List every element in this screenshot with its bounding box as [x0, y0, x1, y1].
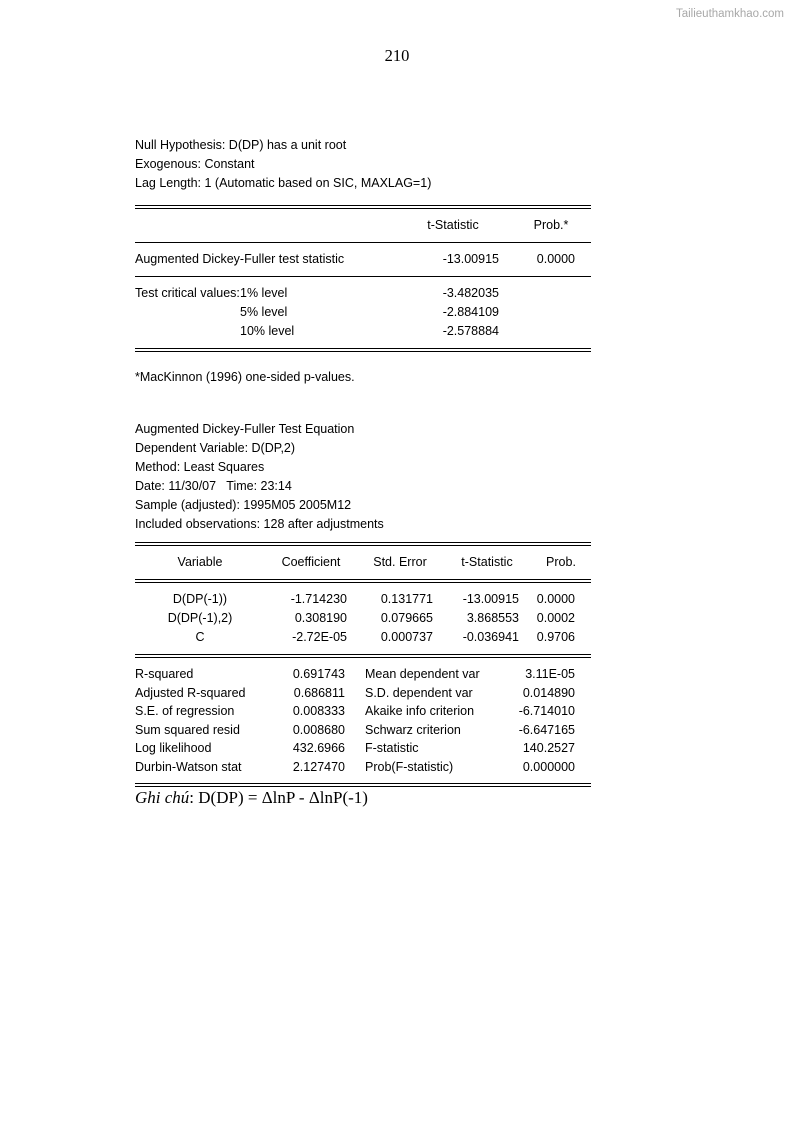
critical-value-row [135, 322, 591, 341]
adf-statistic-label: Augmented Dickey-Fuller test statistic [135, 252, 345, 266]
summary-row [135, 684, 591, 703]
note-label: Ghi chú [135, 788, 190, 807]
critical-value: -3.482035 [442, 286, 499, 300]
variable-cell: D(DP(-1),2) [167, 611, 233, 625]
stat-label: Durbin-Watson stat [135, 759, 242, 774]
table-rule-double [135, 783, 591, 787]
coefficient-row [135, 590, 591, 609]
stat-value: 0.686811 [293, 685, 345, 700]
variable-cell: C [195, 630, 205, 644]
coefficient-header: Coefficient [281, 555, 341, 569]
critical-level-label: 5% level [240, 305, 288, 319]
regression-table [135, 542, 591, 787]
stat-value: 0.008333 [292, 704, 345, 718]
critical-level-label: 1% level [240, 286, 288, 300]
observations-line: Included observations: 128 after adjustments [135, 517, 384, 531]
coefficient-cell: -2.72E-05 [292, 630, 347, 644]
prob-cell: 0.0000 [536, 592, 575, 606]
summary-statistics [135, 658, 591, 783]
adf-t-statistic-value: -13.00915 [442, 252, 499, 266]
unit-root-header [135, 136, 591, 193]
coefficient-cell: -1.714230 [290, 592, 347, 606]
prob-header: Prob.* [533, 218, 569, 232]
t-statistic-header: t-Statistic [427, 218, 479, 232]
unit-root-table [135, 205, 591, 352]
null-hypothesis-line: Null Hypothesis: D(DP) has a unit root [135, 138, 347, 152]
prob-cell: 0.0002 [536, 611, 575, 625]
stat-label: S.E. of regression [135, 704, 235, 718]
adf-statistic-row [135, 243, 591, 276]
variable-cell: D(DP(-1)) [172, 592, 228, 606]
regression-header [135, 420, 591, 534]
stat-value: -6.647165 [518, 722, 575, 737]
stat-value: 0.014890 [522, 685, 575, 700]
critical-value-row [135, 284, 591, 303]
stat-label: S.D. dependent var [365, 685, 473, 700]
exogenous-line: Exogenous: Constant [135, 157, 255, 171]
summary-row [135, 665, 591, 684]
stat-value: 0.008680 [292, 722, 345, 737]
date-time-line: Date: 11/30/07 Time: 23:14 [135, 479, 292, 493]
stat-label: R-squared [135, 667, 194, 681]
dependent-variable-line: Dependent Variable: D(DP,2) [135, 441, 296, 455]
stat-label: Sum squared resid [135, 722, 240, 737]
stat-label: Mean dependent var [365, 667, 480, 681]
t-statistic-cell: -13.00915 [462, 592, 519, 606]
coefficient-row [135, 609, 591, 628]
empty-header-cell [135, 216, 395, 235]
t-statistic-cell: 3.868553 [466, 611, 519, 625]
stat-value: 0.000000 [522, 759, 575, 774]
stat-value: 3.11E-05 [525, 667, 575, 681]
test-equation-line: Augmented Dickey-Fuller Test Equation [135, 422, 355, 436]
stat-value: 0.691743 [292, 667, 345, 681]
footnote-equation [135, 788, 368, 808]
summary-row [135, 758, 591, 777]
coefficient-cell: 0.308190 [294, 611, 347, 625]
coefficient-row [135, 628, 591, 647]
critical-value-row [135, 303, 591, 322]
watermark: Tailieuthamkhao.com [675, 8, 784, 20]
critical-level-label: 10% level [240, 324, 295, 338]
std-error-header: Std. Error [373, 555, 427, 569]
t-statistic-header: t-Statistic [461, 555, 513, 569]
stat-label: Adjusted R-squared [135, 685, 246, 700]
page-content [135, 136, 591, 787]
stat-value: 432.6966 [292, 741, 345, 755]
summary-row [135, 702, 591, 721]
adf-prob-value: 0.0000 [536, 252, 575, 266]
variable-header: Variable [177, 555, 223, 569]
mackinnon-footnote: *MacKinnon (1996) one-sided p-values. [135, 370, 355, 384]
lag-length-line: Lag Length: 1 (Automatic based on SIC, MAXLAG=1) [135, 176, 432, 190]
stat-value: 140.2527 [522, 741, 575, 755]
stat-label: Akaike info criterion [365, 704, 475, 718]
critical-value: -2.884109 [442, 305, 499, 319]
std-error-cell: 0.079665 [380, 611, 433, 625]
prob-header: Prob. [546, 555, 576, 569]
method-line: Method: Least Squares [135, 460, 265, 474]
table-rule-double [135, 348, 591, 352]
page-number: 210 [384, 46, 410, 65]
stat-value: -6.714010 [518, 704, 575, 718]
table-header-row [135, 209, 591, 242]
stat-label: Log likelihood [135, 741, 212, 755]
critical-value: -2.578884 [442, 324, 499, 338]
prob-cell: 0.9706 [536, 630, 575, 644]
critical-values-label: Test critical values: [135, 286, 240, 300]
sample-line: Sample (adjusted): 1995M05 2005M12 [135, 498, 352, 512]
stat-label: Prob(F-statistic) [365, 759, 454, 774]
stat-label: F-statistic [365, 741, 419, 755]
critical-values-block [135, 277, 591, 348]
t-statistic-cell: -0.036941 [462, 630, 519, 644]
note-equation: : D(DP) = ΔlnP - ΔlnP(-1) [189, 788, 368, 807]
coefficient-rows [135, 583, 591, 654]
std-error-cell: 0.131771 [380, 592, 433, 606]
summary-row [135, 721, 591, 740]
regression-header-row [135, 546, 591, 579]
stat-label: Schwarz criterion [365, 722, 461, 737]
std-error-cell: 0.000737 [380, 630, 433, 644]
summary-row [135, 739, 591, 758]
stat-value: 2.127470 [292, 759, 345, 774]
